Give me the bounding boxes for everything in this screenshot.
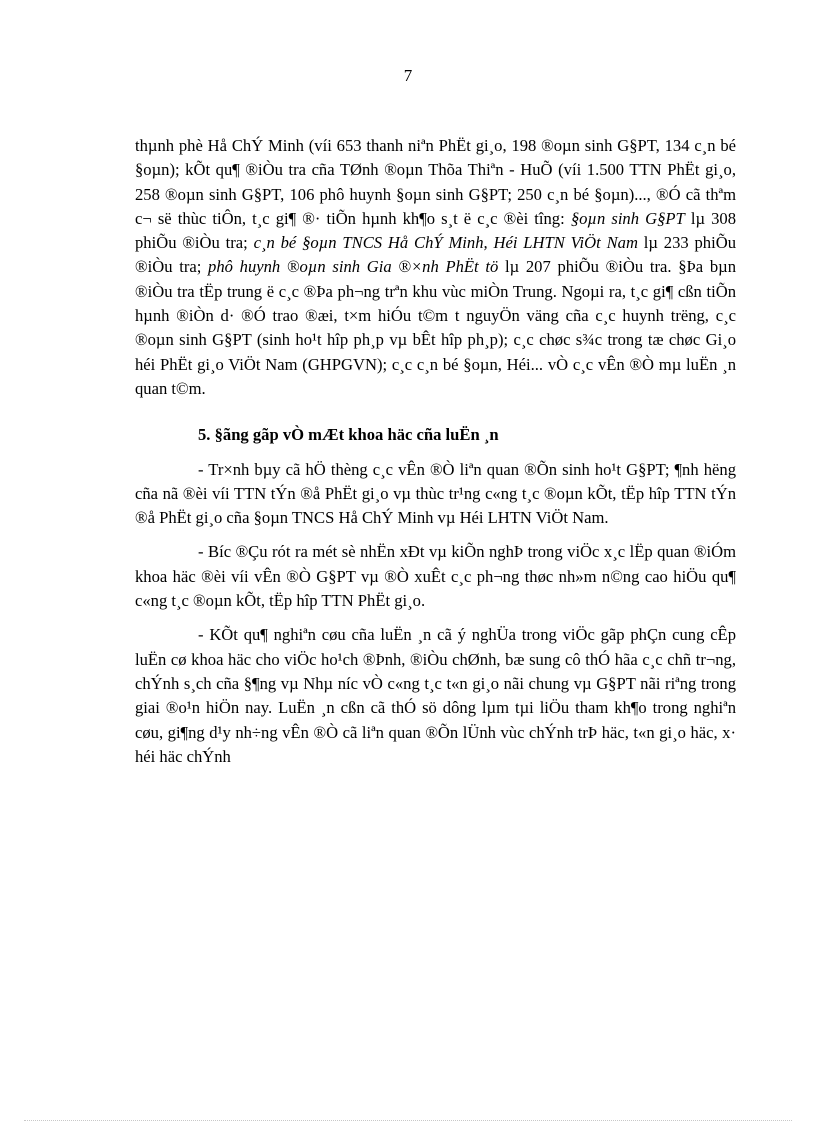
intro-paragraph	[135, 134, 736, 401]
page-bottom-divider	[24, 1120, 792, 1121]
intro-text-2: lµ 308 phiÕu ®iÒu tra;	[135, 208, 737, 253]
section-heading: 5. §ãng gãp vÒ mÆt khoa häc cña luËn ¸n	[198, 425, 499, 445]
intro-text-4: lµ 207 phiÕu ®iÒu tra. §Þa bµn ®iÒu tra tËp trung ë c¸c ®Þa ph¬ng trªn khu vùc miÒn Trung. Ngoµi ra, t¸c gi¶ cßn tiÕn hµnh ®iÒn d· ®Ó trao ®æi, t×m hiÓu t©m t nguyÖn väng cña c¸c huynh trëng, c¸c ®oµn sinh G§PT (sinh ho¹t hîp ph¸p vµ bÊt hîp ph¸p); c¸c chøc s¾c trong tæ chøc Gi¸o héi PhËt gi¸o ViÖt Nam (GHPGVN); c¸c c¸n bé §oµn, Héi... vÒ c¸c vÊn ®Ò mµ luËn ¸n quan t©m.	[135, 257, 736, 398]
intro-text-1: thµnh phè Hå ChÝ Minh (víi 653 thanh niªn PhËt gi¸o, 198 ®oµn sinh G§PT, 134 c¸n bé §oµn); kÕt qu¶ ®iÒu tra cña TØnh ®oµn Thõa Thiªn - HuÕ (víi 1.500 TTN PhËt gi¸o, 258 ®oµn sinh G§PT, 106 phô huynh §oµn sinh G§PT; 250 c¸n bé §oµn)..., ®Ó cã thªm c¬ së thùc tiÔn, t¸c gi¶ ®· tiÕn hµnh kh¶o s¸t ë c¸c ®èi tîng:	[135, 136, 736, 228]
document-body	[135, 134, 736, 769]
intro-italic-3: phô huynh ®oµn sinh Gia ®×nh PhËt tö	[208, 257, 499, 277]
intro-text-3: lµ 233 phiÕu ®iÒu tra;	[135, 233, 736, 277]
intro-italic-2: c¸n bé §oµn TNCS Hå ChÝ Minh, Héi LHTN ViÖt Nam	[253, 233, 638, 253]
contribution-paragraph-1: - Tr×nh bµy cã hÖ thèng c¸c vÊn ®Ò liªn quan ®Õn sinh ho¹t G§PT; ¶nh hëng cña nã ®èi víi TTN tÝn ®å PhËt gi¸o vµ thùc tr¹ng c«ng t¸c ®oµn kÕt, tËp hîp TTN tÝn ®å PhËt gi¸o cña §oµn TNCS Hå ChÝ Minh vµ Héi LHTN ViÖt Nam.	[135, 459, 736, 528]
contribution-paragraph-2: - Bíc ®Çu rót ra mét sè nhËn xÐt vµ kiÕn nghÞ trong viÖc x¸c lËp quan ®iÓm khoa häc ®èi víi vÊn ®Ò G§PT vµ ®Ò xuÊt c¸c ph¬ng thøc nh»m n©ng cao hiÖu qu¶ c«ng t¸c ®oµn kÕt, tËp hîp TTN PhËt gi¸o.	[135, 542, 736, 611]
contribution-paragraph-3: - KÕt qu¶ nghiªn cøu cña luËn ¸n cã ý nghÜa trong viÖc gãp phÇn cung cÊp luËn cø khoa häc cho viÖc ho¹ch ®Þnh, ®iÒu chØnh, bæ sung cô thÓ hãa c¸c chñ tr¬ng, chÝnh s¸ch cña §¶ng vµ Nhµ níc vÒ c«ng t¸c t«n gi¸o nãi chung vµ G§PT nãi riªng trong giai ®o¹n hiÖn nay. LuËn ¸n cßn cã thÓ sö dông lµm tµi liÖu tham kh¶o trong nghiªn cøu, gi¶ng d¹y nh÷ng vÊn ®Ò cã liªn quan ®Õn lÜnh vùc chÝnh trÞ häc, t«n gi¸o häc, x· héi häc chÝnh	[135, 625, 736, 766]
intro-italic-1: §oµn sinh G§PT	[570, 208, 685, 228]
page-number: 7	[403, 66, 413, 85]
